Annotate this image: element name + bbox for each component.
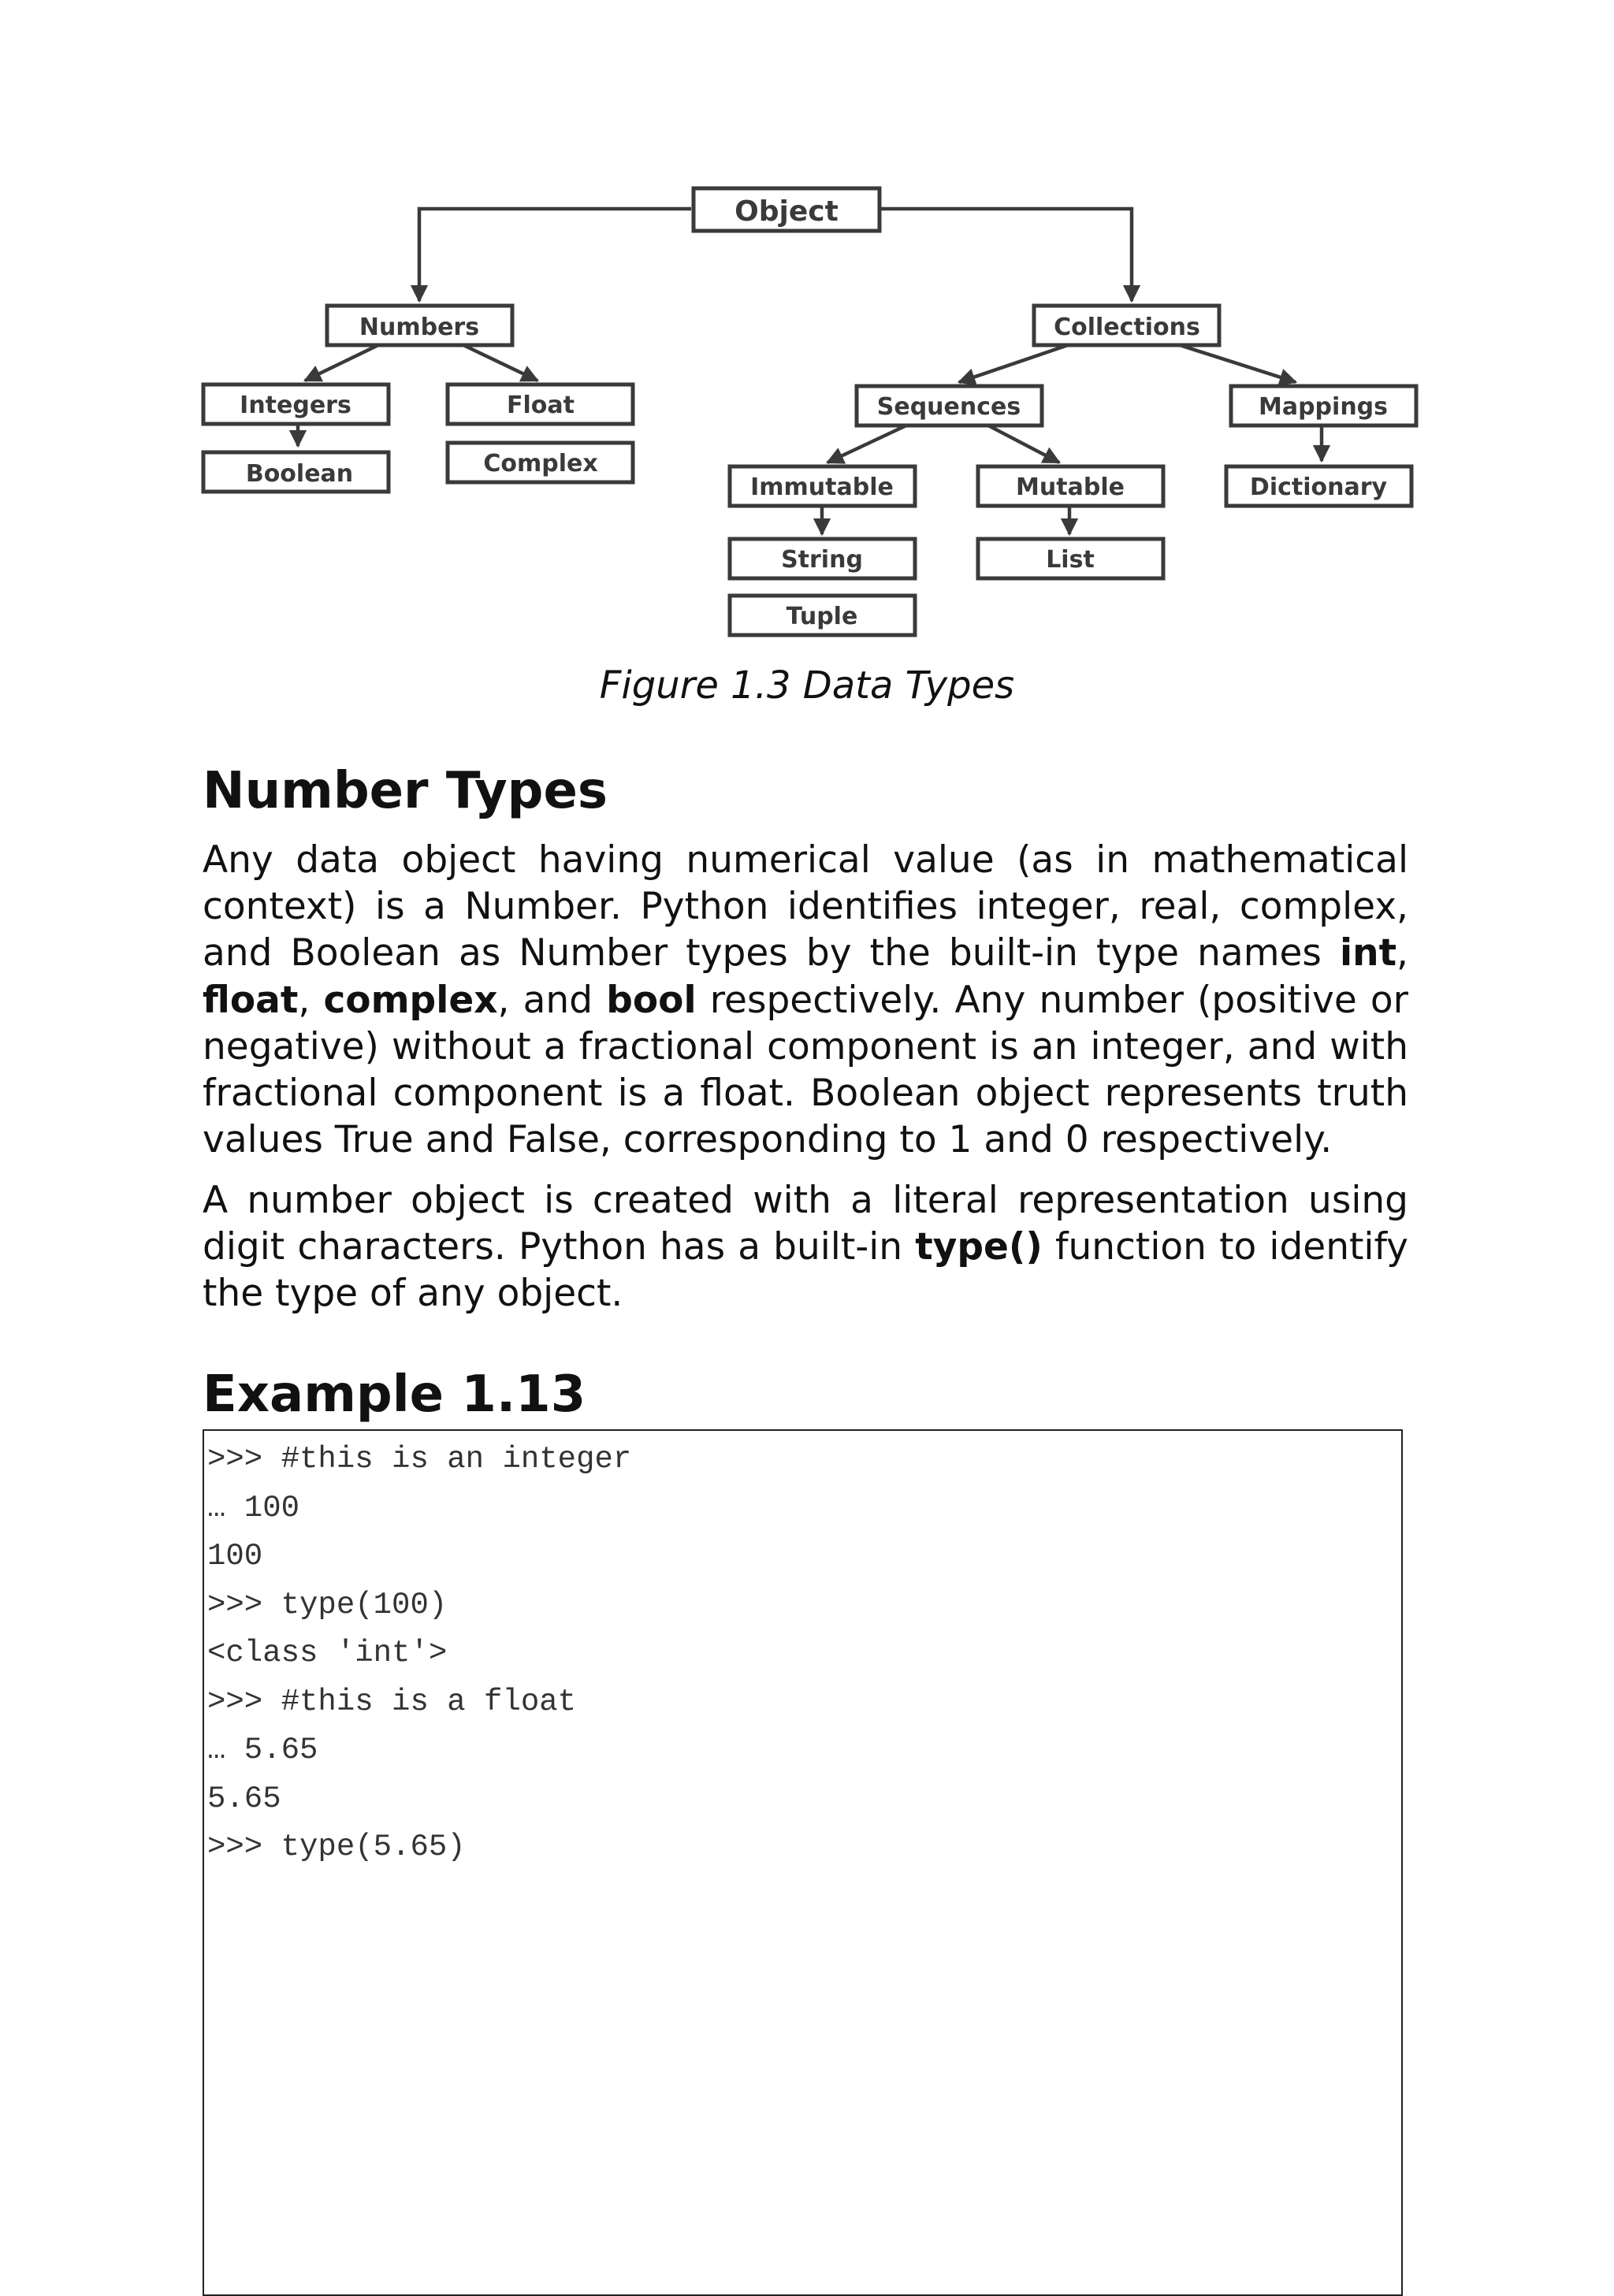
code-line: 5.65: [207, 1781, 281, 1816]
svg-text:Immutable: Immutable: [750, 474, 894, 501]
edge-numbers-integers: [305, 345, 378, 381]
code-line: <class 'int'>: [207, 1636, 448, 1670]
svg-text:Collections: Collections: [1054, 314, 1200, 341]
node-immutable: [730, 466, 915, 506]
node-boolean: [203, 452, 389, 492]
code-line: 100: [207, 1539, 263, 1573]
svg-text:Mappings: Mappings: [1258, 393, 1389, 421]
node-object: [694, 188, 880, 231]
svg-text:Numbers: Numbers: [359, 314, 480, 341]
node-complex: [448, 443, 633, 482]
code-line: >>> type(100): [207, 1587, 448, 1622]
edge-numbers-float: [463, 345, 537, 381]
node-tuple: [730, 596, 915, 635]
para2-text: A number object is created with a literal representation using digit characters. Python has a built-in: [203, 1179, 1408, 1269]
node-dictionary: [1226, 466, 1411, 506]
node-float: [448, 385, 633, 424]
node-string: [730, 539, 915, 578]
code-line: >>> type(5.65): [207, 1830, 466, 1864]
svg-text:Complex: Complex: [483, 450, 598, 477]
keyword-float: float: [203, 978, 299, 1022]
svg-text:String: String: [781, 546, 863, 574]
keyword-type-function: type(): [915, 1225, 1043, 1269]
edge-object-numbers: [419, 209, 691, 301]
data-types-diagram: [0, 0, 1614, 662]
node-collections: [1034, 306, 1219, 345]
para1-text: respectively. Any number (positive or negative) without a fractional component is an integer, and with fractional component is a float. Boolean object represents truth values True and False, corresponding to 1 and 0 respectively.: [203, 978, 1409, 1162]
svg-text:Sequences: Sequences: [876, 393, 1021, 421]
edge-sequences-immutable: [827, 425, 906, 463]
para1-text: Any data object having numerical value (as in mathematical context) is a Number. Python identifies integer, real, complex, and Boolean as Number types by the built-in type names: [203, 838, 1408, 975]
code-block: [203, 1429, 1403, 2296]
section-heading: Number Types: [203, 762, 608, 820]
node-numbers: [327, 306, 512, 345]
node-mappings: [1231, 386, 1416, 425]
para1-text: , and: [497, 978, 607, 1022]
svg-text:Dictionary: Dictionary: [1249, 474, 1388, 501]
code-line: >>> #this is a float: [207, 1684, 577, 1719]
svg-text:List: List: [1046, 546, 1095, 574]
node-mutable: [978, 466, 1163, 506]
keyword-int: int: [1340, 931, 1397, 975]
code-line: … 5.65: [207, 1733, 318, 1767]
keyword-complex: complex: [323, 978, 498, 1022]
figure-caption: Figure 1.3 Data Types: [599, 663, 1015, 708]
para2-text: function to identify the type of any object.: [203, 1225, 1408, 1316]
code-line: >>> #this is an integer: [207, 1442, 632, 1477]
code-line: … 100: [207, 1490, 300, 1525]
svg-text:Integers: Integers: [240, 392, 351, 419]
keyword-bool: bool: [606, 978, 697, 1022]
svg-text:Mutable: Mutable: [1016, 474, 1125, 501]
edge-collections-sequences: [959, 345, 1068, 382]
edge-collections-mappings: [1180, 345, 1296, 382]
para1-separator: ,: [298, 978, 324, 1022]
example-heading: Example 1.13: [203, 1365, 586, 1424]
paragraph-number-literal: [203, 1177, 1408, 1317]
node-integers: [203, 385, 389, 424]
edge-object-collections: [880, 209, 1132, 301]
paragraph-number-types: [203, 837, 1408, 1163]
para1-separator: ,: [1396, 931, 1408, 975]
node-sequences: [857, 386, 1042, 425]
svg-text:Boolean: Boolean: [245, 460, 354, 488]
node-list: [978, 539, 1163, 578]
edge-sequences-mutable: [988, 425, 1059, 463]
svg-text:Tuple: Tuple: [786, 603, 858, 630]
svg-text:Float: Float: [507, 392, 575, 419]
svg-text:Object: Object: [734, 195, 839, 228]
